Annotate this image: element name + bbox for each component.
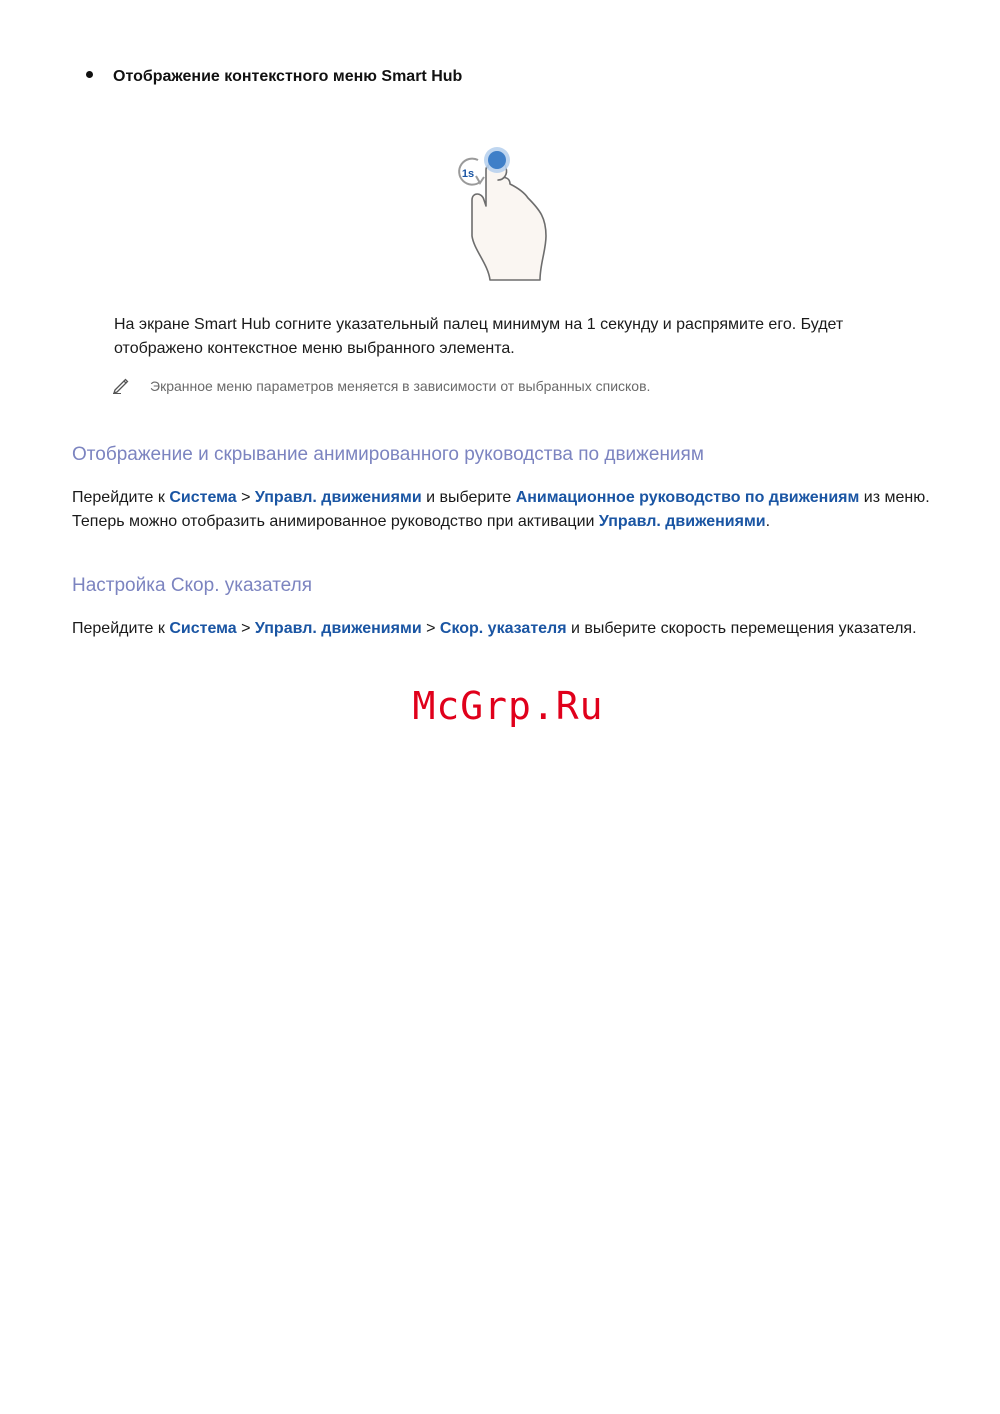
watermark: McGrp.Ru: [412, 684, 604, 728]
menu-link-system[interactable]: Система: [169, 489, 237, 506]
bullet-dot-icon: [86, 71, 93, 78]
hand-icon: [472, 164, 546, 280]
press-inner-icon: [488, 151, 506, 169]
text-span: из меню. Теперь можно отобразить анимированное руководство при активации: [72, 489, 930, 530]
section-heading-pointer-speed: Настройка Скор. указателя: [72, 575, 312, 596]
section-body-animated-guide: [72, 486, 942, 534]
section-body-pointer-speed: [72, 617, 942, 641]
menu-link-motion-control[interactable]: Управл. движениями: [254, 489, 422, 506]
separator: >: [236, 489, 255, 506]
separator: >: [236, 620, 255, 637]
menu-link-motion-control-2[interactable]: Управл. движениями: [598, 513, 766, 530]
instruction-paragraph: На экране Smart Hub согните указательный палец минимум на 1 секунду и распрямите его. Будет отображено контекстное меню выбранного элемента.: [114, 316, 844, 357]
menu-link-pointer-speed[interactable]: Скор. указателя: [439, 620, 567, 637]
timer-label: 1s: [461, 168, 475, 180]
text-span: Перейдите к: [72, 620, 170, 637]
menu-link-system[interactable]: Система: [169, 620, 237, 637]
timer-arrow-icon: [476, 176, 484, 183]
pencil-icon: [112, 376, 130, 394]
separator: >: [421, 620, 440, 637]
menu-link-animated-guide[interactable]: Анимационное руководство по движениям: [515, 489, 860, 506]
menu-link-motion-control[interactable]: Управл. движениями: [254, 620, 422, 637]
text-span: .: [765, 513, 771, 530]
note-text: Экранное меню параметров меняется в зависимости от выбранных списков.: [150, 378, 651, 394]
section-heading-animated-guide: Отображение и скрывание анимированного руководства по движениям: [72, 444, 704, 465]
bullet-title: Отображение контекстного меню Smart Hub: [113, 68, 463, 85]
text-span: Перейдите к: [72, 489, 170, 506]
bullet-item: [86, 68, 462, 86]
text-span: и выберите: [421, 489, 516, 506]
text-span: и выберите скорость перемещения указателя.: [566, 620, 917, 637]
finger-gesture-illustration: [448, 140, 552, 282]
